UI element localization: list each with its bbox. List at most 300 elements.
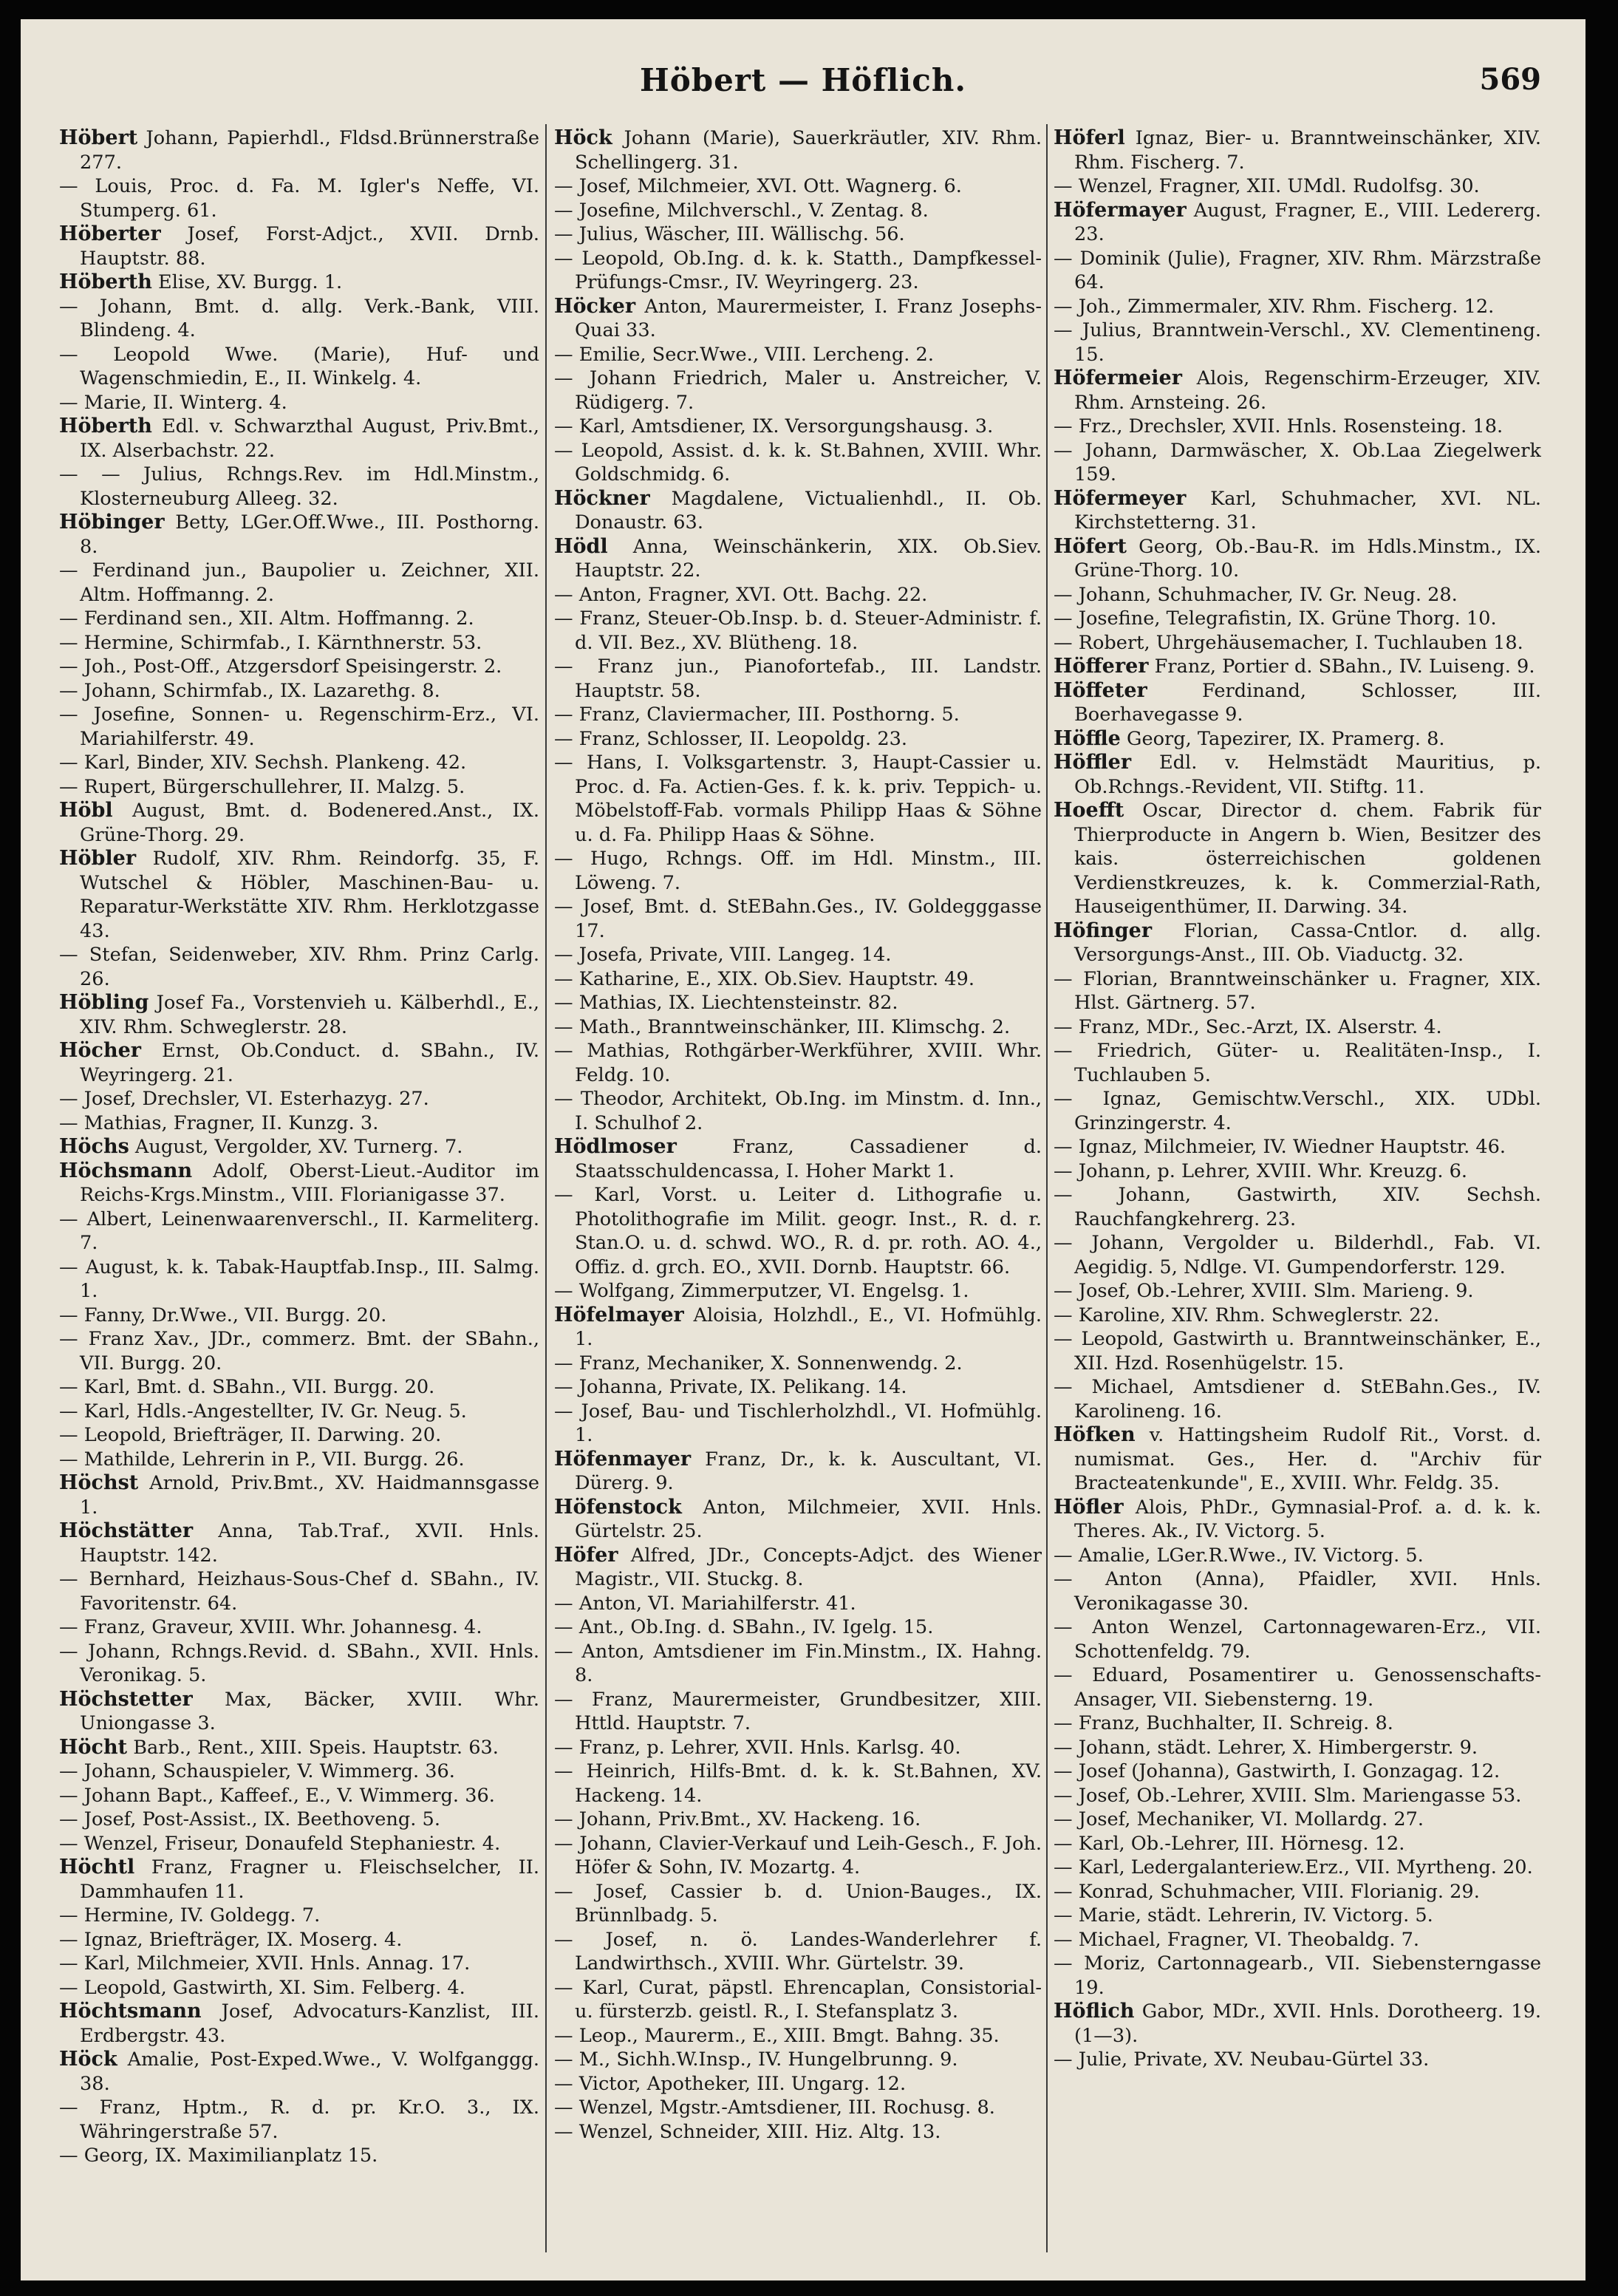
directory-entry bbox=[1054, 199, 1541, 247]
directory-entry bbox=[554, 1448, 1042, 1496]
entry-surname: Höchs bbox=[59, 1135, 129, 1158]
entry-details: — Josef, Ob.-Lehrer, XVIII. Slm. Mariengasse 53. bbox=[1054, 1784, 1522, 1807]
entry-details: — Michael, Amtsdiener d. StEBahn.Ges., IV. Karolineng. 16. bbox=[1054, 1376, 1541, 1423]
directory-column-3 bbox=[1054, 126, 1541, 2255]
directory-entry bbox=[1054, 126, 1541, 174]
entry-details: Gabor, MDr., XVII. Hnls. Dorotheerg. 19. (1—3). bbox=[1074, 2000, 1541, 2047]
entry-details: — Josef, Post-Assist., IX. Beethoveng. 5. bbox=[59, 1808, 440, 1830]
directory-entry bbox=[59, 751, 539, 775]
directory-entry bbox=[1054, 415, 1541, 439]
directory-entry bbox=[554, 847, 1042, 895]
directory-entry bbox=[1054, 1304, 1541, 1328]
entry-surname: Höck bbox=[554, 126, 612, 149]
directory-entry bbox=[1054, 631, 1541, 655]
directory-entry bbox=[59, 1952, 539, 1976]
entry-details: Aloisia, Holzhdl., E., VI. Hofmühlg. 1. bbox=[575, 1304, 1042, 1350]
entry-surname: Höck bbox=[59, 2048, 117, 2071]
directory-entry bbox=[59, 1111, 539, 1136]
directory-entry bbox=[59, 511, 539, 559]
directory-entry bbox=[1054, 1567, 1541, 1615]
entry-details: — Ignaz, Briefträger, IX. Moserg. 4. bbox=[59, 1928, 403, 1951]
directory-entry bbox=[554, 487, 1042, 535]
directory-entry bbox=[59, 1400, 539, 1424]
entry-details: — Franz, Mechaniker, X. Sonnenwendg. 2. bbox=[554, 1352, 963, 1374]
entry-surname: Höchst bbox=[59, 1471, 139, 1494]
directory-entry bbox=[59, 703, 539, 751]
directory-entry bbox=[1054, 1015, 1541, 1040]
directory-entry bbox=[59, 1327, 539, 1375]
entry-surname: Höberth bbox=[59, 415, 152, 437]
directory-entry bbox=[59, 1448, 539, 1472]
entry-details: — Johann, Schauspieler, V. Wimmerg. 36. bbox=[59, 1760, 455, 1782]
entry-details: — Moriz, Cartonnagearb., VII. Siebensterngasse 19. bbox=[1054, 1952, 1541, 1999]
directory-entry bbox=[59, 775, 539, 800]
directory-entry bbox=[1054, 295, 1541, 319]
entry-details: — Ignaz, Milchmeier, IV. Wiedner Hauptstr. 46. bbox=[1054, 1136, 1506, 1158]
entry-details: — Theodor, Architekt, Ob.Ing. im Minstm. d. Inn., I. Schulhof 2. bbox=[554, 1088, 1042, 1134]
entry-surname: Höckner bbox=[554, 486, 650, 510]
entry-details: Ferdinand, Schlosser, III. Boerhavegasse 9. bbox=[1074, 679, 1541, 726]
entry-surname: Höbinger bbox=[59, 511, 165, 534]
directory-entry bbox=[1054, 1832, 1541, 1856]
entry-details: — Leopold, Assist. d. k. k. St.Bahnen, XVIII. Whr. Goldschmidg. 6. bbox=[554, 439, 1042, 486]
entry-surname: Höchstätter bbox=[59, 1519, 194, 1542]
entry-surname: Höcher bbox=[59, 1039, 141, 1062]
entry-details: Johann, Papierhdl., Fldsd.Brünnerstraße 277. bbox=[80, 127, 539, 174]
directory-entry bbox=[1054, 439, 1541, 487]
entry-surname: Höferl bbox=[1054, 126, 1125, 149]
entry-surname: Höchtsmann bbox=[59, 2000, 202, 2023]
directory-entry bbox=[554, 1015, 1042, 1040]
directory-entry bbox=[554, 583, 1042, 607]
entry-details: — Frz., Drechsler, XVII. Hnls. Rosensteing. 18. bbox=[1054, 415, 1503, 437]
directory-entry bbox=[1054, 1375, 1541, 1423]
entry-details: — Franz, Claviermacher, III. Posthorng. 5. bbox=[554, 704, 960, 726]
entry-details: — Michael, Fragner, VI. Theobaldg. 7. bbox=[1054, 1928, 1420, 1951]
directory-entry bbox=[59, 559, 539, 607]
entry-details: — Karl, Curat, päpstl. Ehrencaplan, Consistorial- u. fürsterzb. geistl. R., I. Stefansplatz 3. bbox=[554, 1976, 1042, 2023]
directory-entry bbox=[1054, 1952, 1541, 2000]
directory-entry bbox=[554, 1615, 1042, 1640]
directory-entry bbox=[1054, 1544, 1541, 1568]
entry-details: Edl. v. Helmstädt Mauritius, p. Ob.Rchngs.-Revident, VII. Stiftg. 11. bbox=[1074, 752, 1541, 798]
page-title: Höbert — Höflich. bbox=[640, 62, 966, 98]
entry-details: — Marie, städt. Lehrerin, IV. Victorg. 5. bbox=[1054, 1904, 1433, 1927]
directory-entry bbox=[554, 1736, 1042, 1760]
directory-entry bbox=[554, 1760, 1042, 1808]
directory-entry bbox=[1054, 727, 1541, 752]
entry-details: — Eduard, Posamentirer u. Genossenschafts-Ansager, VII. Siebensterng. 19. bbox=[1054, 1664, 1541, 1711]
entry-surname: Höcker bbox=[554, 294, 636, 318]
entry-details: Anton, Maurermeister, I. Franz Josephs-Quai 33. bbox=[575, 295, 1042, 341]
directory-entry bbox=[554, 607, 1042, 655]
entry-details: — Josef, Mechaniker, VI. Mollardg. 27. bbox=[1054, 1808, 1424, 1830]
directory-entry bbox=[59, 1423, 539, 1448]
entry-details: — Ferdinand jun., Baupolier u. Zeichner, XII. Altm. Hoffmanng. 2. bbox=[59, 559, 539, 606]
entry-details: — Karl, Binder, XIV. Sechsh. Plankeng. 42. bbox=[59, 752, 467, 774]
entry-details: — Karl, Hdls.-Angestellter, IV. Gr. Neug. 5. bbox=[59, 1400, 467, 1423]
entry-details: — Anton, Fragner, XVI. Ott. Bachg. 22. bbox=[554, 583, 928, 606]
entry-details: — Leopold, Gastwirth u. Branntweinschänker, E., XII. Hzd. Rosenhügelstr. 15. bbox=[1054, 1328, 1541, 1374]
entry-details: August, Vergolder, XV. Turnerg. 7. bbox=[129, 1136, 463, 1158]
entry-details: — Ant., Ob.Ing. d. SBahn., IV. Igelg. 15. bbox=[554, 1616, 934, 1638]
directory-entry bbox=[1054, 367, 1541, 415]
directory-entry bbox=[554, 2048, 1042, 2072]
entry-details: — Franz, Graveur, XVIII. Whr. Johannesg. 4. bbox=[59, 1616, 482, 1638]
directory-entry bbox=[1054, 1736, 1541, 1760]
entry-details: — Josef, Bmt. d. StEBahn.Ges., IV. Goldegggasse 17. bbox=[554, 896, 1042, 942]
entry-details: — Leopold Wwe. (Marie), Huf- und Wagenschmiedin, E., II. Winkelg. 4. bbox=[59, 343, 539, 389]
directory-entry bbox=[59, 2096, 539, 2144]
directory-entry bbox=[1054, 487, 1541, 535]
entry-details: — Josefa, Private, VIII. Langeg. 14. bbox=[554, 944, 892, 966]
entry-details: — Mathilde, Lehrerin in P., VII. Burgg. 26. bbox=[59, 1448, 465, 1471]
entry-details: — Wenzel, Fragner, XII. UMdl. Rudolfsg. 30. bbox=[1054, 175, 1480, 197]
directory-entry bbox=[554, 2072, 1042, 2096]
directory-entry bbox=[59, 1832, 539, 1856]
entry-surname: Höfenstock bbox=[554, 1495, 682, 1519]
directory-entry bbox=[1054, 1087, 1541, 1135]
directory-entry bbox=[59, 655, 539, 679]
directory-entry bbox=[59, 1928, 539, 1952]
entry-details: Alfred, JDr., Concepts-Adjct. des Wiener Magistr., VII. Stuckg. 8. bbox=[575, 1544, 1042, 1590]
directory-entry bbox=[59, 679, 539, 704]
directory-entry bbox=[1054, 655, 1541, 679]
entry-surname: Höfermeyer bbox=[1054, 486, 1187, 510]
directory-entry bbox=[59, 799, 539, 847]
directory-entry bbox=[554, 439, 1042, 487]
entry-surname: Höfinger bbox=[1054, 919, 1153, 942]
entry-details: Edl. v. Schwarzthal August, Priv.Bmt., IX. Alserbachstr. 22. bbox=[80, 415, 539, 462]
entry-details: — August, k. k. Tabak-Hauptfab.Insp., III. Salmg. 1. bbox=[59, 1256, 539, 1302]
directory-entry bbox=[59, 1736, 539, 1760]
entry-details: Magdalene, Victualienhdl., II. Ob. Donaustr. 63. bbox=[575, 487, 1042, 534]
entry-details: — Joh., Zimmermaler, XIV. Rhm. Fischerg. 12. bbox=[1054, 295, 1495, 318]
directory-entry bbox=[554, 727, 1042, 752]
page-number: 569 bbox=[1479, 62, 1541, 97]
entry-surname: Höffeter bbox=[1054, 678, 1147, 702]
entry-surname: Hödl bbox=[554, 534, 608, 558]
directory-entry bbox=[554, 126, 1042, 174]
directory-entry bbox=[554, 1375, 1042, 1400]
entry-details: — Johann, Schuhmacher, IV. Gr. Neug. 28. bbox=[1054, 583, 1458, 606]
directory-entry bbox=[1054, 535, 1541, 583]
entry-surname: Hoefft bbox=[1054, 799, 1124, 822]
entry-details: — Karl, Amtsdiener, IX. Versorgungshausg. 3. bbox=[554, 415, 994, 437]
directory-entry bbox=[59, 1567, 539, 1615]
entry-details: — Joh., Post-Off., Atzgersdorf Speisingerstr. 2. bbox=[59, 655, 502, 678]
directory-column-1 bbox=[59, 126, 539, 2255]
entry-details: Georg, Ob.-Bau-R. im Hdls.Minstm., IX. Grüne-Thorg. 10. bbox=[1074, 535, 1541, 582]
directory-entry bbox=[59, 1256, 539, 1304]
entry-details: — Hans, I. Volksgartenstr. 3, Haupt-Cassier u. Proc. d. Fa. Actien-Ges. f. k. k. priv. Teppich- u. Möbelstoff-Fab. vormals Philipp Haas & Söhne u. d. Fa. Philipp Haas & Söhne. bbox=[554, 752, 1042, 846]
directory-entry bbox=[1054, 679, 1541, 727]
entry-details: — Georg, IX. Maximilianplatz 15. bbox=[59, 2145, 378, 2167]
entry-details: — Franz, Maurermeister, Grundbesitzer, XIII. Httld. Hauptstr. 7. bbox=[554, 1688, 1042, 1734]
directory-entry bbox=[554, 1976, 1042, 2024]
entry-details: Anna, Tab.Traf., XVII. Hnls. Hauptstr. 142. bbox=[80, 1520, 539, 1567]
entry-details: — Ignaz, Gemischtw.Verschl., XIX. UDbl. Grinzingerstr. 4. bbox=[1054, 1088, 1541, 1134]
entry-details: — Fanny, Dr.Wwe., VII. Burgg. 20. bbox=[59, 1304, 387, 1326]
directory-entry bbox=[59, 1304, 539, 1328]
entry-surname: Höfermayer bbox=[1054, 198, 1187, 222]
entry-details: — Karl, Vorst. u. Leiter d. Lithografie u. Photolithografie im Milit. geogr. Inst., R. d. r. Stan.O. u. d. schwd. WO., R. d. pr. roth. AO. 4., Offiz. d. grch. EO., XVII. Dornb. Hauptstr. 66. bbox=[554, 1184, 1042, 1278]
entry-surname: Höfler bbox=[1054, 1495, 1124, 1519]
directory-entry bbox=[59, 222, 539, 270]
directory-entry bbox=[554, 1808, 1042, 1832]
entry-details: — Johann Friedrich, Maler u. Anstreicher, V. Rüdigerg. 7. bbox=[554, 367, 1042, 414]
directory-entry bbox=[59, 1640, 539, 1688]
directory-entry bbox=[554, 1039, 1042, 1087]
entry-details: — Josef, Ob.-Lehrer, XVIII. Slm. Marieng. 9. bbox=[1054, 1280, 1474, 1302]
directory-entry bbox=[554, 655, 1042, 703]
entry-surname: Höchsmann bbox=[59, 1159, 193, 1182]
directory-entry bbox=[1054, 1615, 1541, 1663]
directory-entry bbox=[59, 391, 539, 415]
directory-entry bbox=[1054, 1784, 1541, 1808]
directory-entry bbox=[554, 199, 1042, 223]
directory-entry bbox=[59, 1087, 539, 1111]
directory-entry bbox=[59, 1904, 539, 1928]
directory-entry bbox=[1054, 967, 1541, 1015]
entry-details: — Wenzel, Schneider, XIII. Hiz. Altg. 13. bbox=[554, 2120, 941, 2143]
entry-surname: Höbling bbox=[59, 991, 149, 1014]
entry-details: Alois, PhDr., Gymnasial-Prof. a. d. k. k. Theres. Ak., IV. Victorg. 5. bbox=[1074, 1496, 1541, 1542]
entry-details: — Johann, Rchngs.Revid. d. SBahn., XVII. Hnls. Veronikag. 5. bbox=[59, 1640, 539, 1686]
entry-surname: Höflich bbox=[1054, 2000, 1135, 2023]
directory-entry bbox=[554, 1928, 1042, 1976]
entry-details: Anna, Weinschänkerin, XIX. Ob.Siev. Hauptstr. 22. bbox=[575, 535, 1042, 582]
directory-entry bbox=[1054, 247, 1541, 295]
directory-entry bbox=[554, 1880, 1042, 1928]
entry-details: — Johann, Vergolder u. Bilderhdl., Fab. VI. Aegidig. 5, Ndlge. VI. Gumpendorferstr. 129. bbox=[1054, 1232, 1541, 1278]
directory-entry bbox=[1054, 1327, 1541, 1375]
directory-entry bbox=[59, 126, 539, 174]
column-divider bbox=[1046, 124, 1048, 2252]
entry-details: — Stefan, Seidenweber, XIV. Rhm. Prinz Carlg. 26. bbox=[59, 944, 539, 990]
entry-surname: Höfferer bbox=[1054, 655, 1149, 678]
directory-entry bbox=[59, 1856, 539, 1904]
directory-entry bbox=[554, 1640, 1042, 1688]
entry-details: — Marie, II. Winterg. 4. bbox=[59, 391, 287, 414]
directory-entry bbox=[59, 1519, 539, 1567]
directory-entry bbox=[554, 343, 1042, 367]
entry-details: — Dominik (Julie), Fragner, XIV. Rhm. Märzstraße 64. bbox=[1054, 247, 1541, 293]
entry-details: — Mathias, Rothgärber-Werkführer, XVIII. Whr. Feldg. 10. bbox=[554, 1040, 1042, 1086]
directory-entry bbox=[59, 1375, 539, 1400]
entry-details: — Johann Bapt., Kaffeef., E., V. Wimmerg. 36. bbox=[59, 1784, 495, 1807]
directory-entry bbox=[554, 1400, 1042, 1448]
directory-entry bbox=[1054, 1159, 1541, 1184]
entry-details: — Karl, Ob.-Lehrer, III. Hörnesg. 12. bbox=[1054, 1832, 1405, 1855]
entry-details: — Bernhard, Heizhaus-Sous-Chef d. SBahn., IV. Favoritenstr. 64. bbox=[59, 1568, 539, 1615]
entry-details: — Franz, Buchhalter, II. Schreig. 8. bbox=[1054, 1712, 1393, 1734]
entry-details: — Josef (Johanna), Gastwirth, I. Gonzagag. 12. bbox=[1054, 1760, 1501, 1782]
entry-details: Josef, Advocaturs-Kanzlist, III. Erdbergstr. 43. bbox=[80, 2000, 539, 2047]
entry-details: — Karl, Bmt. d. SBahn., VII. Burgg. 20. bbox=[59, 1376, 435, 1398]
page-header bbox=[21, 19, 1585, 101]
directory-entry bbox=[1054, 2000, 1541, 2048]
entry-details: — Josefine, Sonnen- u. Regenschirm-Erz., VI. Mariahilferstr. 49. bbox=[59, 704, 539, 750]
entry-details: Oscar, Director d. chem. Fabrik für Thierproducte in Angern b. Wien, Besitzer des kais. österreichischen goldenen Verdienstkreuzes, k. k. Commerzial-Rath, Hauseigenthümer, II. Darwing. 34. bbox=[1074, 800, 1541, 918]
directory-entry bbox=[59, 1760, 539, 1784]
entry-details: — Florian, Branntweinschänker u. Fragner, XIX. Hlst. Gärtnerg. 57. bbox=[1054, 967, 1541, 1014]
entry-details: — Math., Branntweinschänker, III. Klimschg. 2. bbox=[554, 1015, 1011, 1038]
directory-entry bbox=[59, 991, 539, 1039]
directory-entry bbox=[554, 1279, 1042, 1304]
entry-details: — Katharine, E., XIX. Ob.Siev. Hauptstr. 49. bbox=[554, 967, 974, 990]
entry-details: Max, Bäcker, XVIII. Whr. Uniongasse 3. bbox=[80, 1688, 539, 1734]
entry-details: — Albert, Leinenwaarenverschl., II. Karmeliterg. 7. bbox=[59, 1207, 539, 1254]
entry-details: — Johann, Darmwäscher, X. Ob.Laa Ziegelwerk 159. bbox=[1054, 439, 1541, 486]
entry-details: — Robert, Uhrgehäusemacher, I. Tuchlauben 18. bbox=[1054, 631, 1523, 654]
entry-details: — Johann, p. Lehrer, XVIII. Whr. Kreuzg. 6. bbox=[1054, 1159, 1468, 1182]
entry-details: Franz, Dr., k. k. Auscultant, VI. Dürerg. 9. bbox=[575, 1448, 1042, 1494]
entry-surname: Höfenmayer bbox=[554, 1447, 692, 1471]
directory-entry bbox=[59, 295, 539, 343]
entry-details: Johann (Marie), Sauerkräutler, XIV. Rhm. Schellingerg. 31. bbox=[575, 127, 1042, 174]
entry-details: — Heinrich, Hilfs-Bmt. d. k. k. St.Bahnen, XV. Hackeng. 14. bbox=[554, 1760, 1042, 1807]
directory-entry bbox=[554, 1544, 1042, 1592]
entry-surname: Höcht bbox=[59, 1735, 128, 1759]
directory-entry bbox=[1054, 1231, 1541, 1279]
directory-entry bbox=[1054, 1663, 1541, 1711]
directory-entry bbox=[554, 2120, 1042, 2145]
entry-details: Ignaz, Bier- u. Branntweinschänker, XIV. Rhm. Fischerg. 7. bbox=[1074, 127, 1541, 174]
entry-details: — Johann, Priv.Bmt., XV. Hackeng. 16. bbox=[554, 1808, 921, 1830]
entry-surname: Höbert bbox=[59, 126, 138, 149]
entry-details: — Friedrich, Güter- u. Realitäten-Insp., I. Tuchlauben 5. bbox=[1054, 1040, 1541, 1086]
directory-entry bbox=[59, 2144, 539, 2168]
entry-details: — M., Sichh.W.Insp., IV. Hungelbrunng. 9. bbox=[554, 2048, 958, 2071]
directory-entry bbox=[554, 943, 1042, 967]
entry-details: — Ferdinand sen., XII. Altm. Hoffmanng. 2. bbox=[59, 607, 474, 630]
entry-surname: Höfer bbox=[554, 1543, 618, 1567]
directory-entry bbox=[554, 415, 1042, 439]
entry-details: — — Julius, Rchngs.Rev. im Hdl.Minstm., Klosterneuburg Alleeg. 32. bbox=[59, 463, 539, 510]
directory-entry bbox=[554, 703, 1042, 727]
directory-entry bbox=[59, 2000, 539, 2048]
directory-entry bbox=[1054, 174, 1541, 199]
entry-details: — Josef, Cassier b. d. Union-Bauges., IX. Brünnlbadg. 5. bbox=[554, 1880, 1042, 1927]
directory-entry bbox=[59, 607, 539, 631]
entry-details: — Karl, Ledergalanteriew.Erz., VII. Myrtheng. 20. bbox=[1054, 1856, 1533, 1878]
directory-entry bbox=[1054, 583, 1541, 607]
entry-details: — Josef, Drechsler, VI. Esterhazyg. 27. bbox=[59, 1088, 429, 1110]
entry-details: — Wenzel, Friseur, Donaufeld Stephaniestr. 4. bbox=[59, 1832, 501, 1855]
entry-details: Adolf, Oberst-Lieut.-Auditor im Reichs-Krgs.Minstm., VIII. Florianigasse 37. bbox=[80, 1159, 539, 1206]
entry-surname: Hödlmoser bbox=[554, 1135, 677, 1158]
entry-details: Ernst, Ob.Conduct. d. SBahn., IV. Weyringerg. 21. bbox=[80, 1040, 539, 1086]
entry-details: — Mathias, Fragner, II. Kunzg. 3. bbox=[59, 1111, 379, 1134]
directory-entry bbox=[1054, 1135, 1541, 1159]
entry-details: — Johann, Bmt. d. allg. Verk.-Bank, VIII. Blindeng. 4. bbox=[59, 295, 539, 341]
directory-entry bbox=[59, 174, 539, 222]
directory-entry bbox=[554, 1183, 1042, 1279]
entry-surname: Höffler bbox=[1054, 751, 1132, 774]
directory-page bbox=[21, 19, 1585, 2280]
directory-entry bbox=[59, 1471, 539, 1519]
directory-entry bbox=[1054, 1496, 1541, 1544]
entry-details: — Leopold, Briefträger, II. Darwing. 20. bbox=[59, 1424, 442, 1446]
directory-entry bbox=[554, 1087, 1042, 1135]
entry-details: Betty, LGer.Off.Wwe., III. Posthorng. 8. bbox=[80, 511, 539, 558]
entry-details: — Mathias, IX. Liechtensteinstr. 82. bbox=[554, 992, 898, 1014]
directory-column-2 bbox=[554, 126, 1042, 2255]
entry-details: Alois, Regenschirm-Erzeuger, XIV. Rhm. Arnsteing. 26. bbox=[1074, 367, 1541, 414]
entry-details: Franz, Portier d. SBahn., IV. Luiseng. 9. bbox=[1148, 655, 1535, 678]
directory-entry bbox=[1054, 1423, 1541, 1496]
entry-details: — Karoline, XIV. Rhm. Schweglerstr. 22. bbox=[1054, 1304, 1440, 1326]
directory-entry bbox=[554, 895, 1042, 943]
directory-entry bbox=[59, 943, 539, 991]
directory-entry bbox=[554, 295, 1042, 343]
directory-entry bbox=[59, 463, 539, 511]
directory-entry bbox=[59, 847, 539, 943]
directory-entry bbox=[1054, 1928, 1541, 1952]
entry-surname: Höberth bbox=[59, 270, 152, 293]
directory-entry bbox=[59, 1039, 539, 1087]
directory-entry bbox=[554, 1352, 1042, 1376]
directory-entry bbox=[59, 1976, 539, 2000]
directory-entry bbox=[1054, 1808, 1541, 1832]
entry-surname: Höchtl bbox=[59, 1856, 135, 1878]
entry-surname: Höffle bbox=[1054, 726, 1121, 750]
entry-details: — Josef, Milchmeier, XVI. Ott. Wagnerg. 6. bbox=[554, 175, 962, 197]
entry-details: — Franz, p. Lehrer, XVII. Hnls. Karlsg. 40. bbox=[554, 1736, 961, 1759]
entry-details: — Wolfgang, Zimmerputzer, VI. Engelsg. 1. bbox=[554, 1280, 969, 1302]
directory-entry bbox=[59, 270, 539, 295]
entry-details: — Karl, Milchmeier, XVII. Hnls. Annag. 17. bbox=[59, 1952, 471, 1975]
entry-details: — Victor, Apotheker, III. Ungarg. 12. bbox=[554, 2072, 907, 2095]
directory-entry bbox=[554, 1688, 1042, 1736]
entry-details: — Leopold, Ob.Ing. d. k. k. Statth., Dampfkessel-Prüfungs-Cmsr., IV. Weyringerg. 23. bbox=[554, 247, 1042, 293]
entry-details: Arnold, Priv.Bmt., XV. Haidmannsgasse 1. bbox=[80, 1472, 539, 1519]
entry-details: — Anton Wenzel, Cartonnagewaren-Erz., VII. Schottenfeldg. 79. bbox=[1054, 1616, 1541, 1663]
entry-surname: Höbler bbox=[59, 847, 137, 870]
column-divider bbox=[545, 124, 547, 2252]
directory-entry bbox=[1054, 1904, 1541, 1928]
directory-entry bbox=[554, 2024, 1042, 2048]
entry-details: Josef, Forst-Adjct., XVII. Drnb. Hauptstr. 88. bbox=[80, 223, 539, 270]
entry-details: — Rupert, Bürgerschullehrer, II. Malzg. 5. bbox=[59, 775, 465, 798]
entry-details: August, Fragner, E., VIII. Ledererg. 23. bbox=[1074, 199, 1541, 245]
directory-entry bbox=[1054, 1880, 1541, 1904]
directory-entry bbox=[1054, 1039, 1541, 1087]
directory-entry bbox=[1054, 1183, 1541, 1231]
directory-entry bbox=[59, 1615, 539, 1640]
entry-details: — Anton, VI. Mariahilferstr. 41. bbox=[554, 1592, 856, 1615]
entry-surname: Höchstetter bbox=[59, 1687, 193, 1711]
entry-details: Josef Fa., Vorstenvieh u. Kälberhdl., E., XIV. Rhm. Schweglerstr. 28. bbox=[80, 992, 539, 1038]
directory-entry bbox=[59, 631, 539, 655]
directory-entry bbox=[59, 1688, 539, 1736]
directory-entry bbox=[554, 247, 1042, 295]
entry-details: — Hermine, Schirmfab., I. Kärnthnerstr. 53. bbox=[59, 631, 482, 654]
directory-entry bbox=[1054, 1760, 1541, 1784]
entry-details: — Johann, Schirmfab., IX. Lazarethg. 8. bbox=[59, 679, 440, 702]
entry-details: — Amalie, LGer.R.Wwe., IV. Victorg. 5. bbox=[1054, 1544, 1424, 1567]
entry-details: — Franz, MDr., Sec.-Arzt, IX. Alserstr. 4. bbox=[1054, 1015, 1442, 1038]
entry-details: — Leop., Maurerm., E., XIII. Bmgt. Bahng. 35. bbox=[554, 2024, 1000, 2047]
directory-entry bbox=[59, 1808, 539, 1832]
entry-details: — Johann, Gastwirth, XIV. Sechsh. Rauchfangkehrerg. 23. bbox=[1054, 1184, 1541, 1230]
entry-details: — Julius, Branntwein-Verschl., XV. Clementineng. 15. bbox=[1054, 319, 1541, 366]
entry-details: Georg, Tapezirer, IX. Pramerg. 8. bbox=[1120, 727, 1445, 750]
entry-details: — Franz jun., Pianofortefab., III. Landstr. Hauptstr. 58. bbox=[554, 655, 1042, 702]
directory-entry bbox=[59, 2048, 539, 2096]
entry-details: — Julie, Private, XV. Neubau-Gürtel 33. bbox=[1054, 2048, 1430, 2071]
